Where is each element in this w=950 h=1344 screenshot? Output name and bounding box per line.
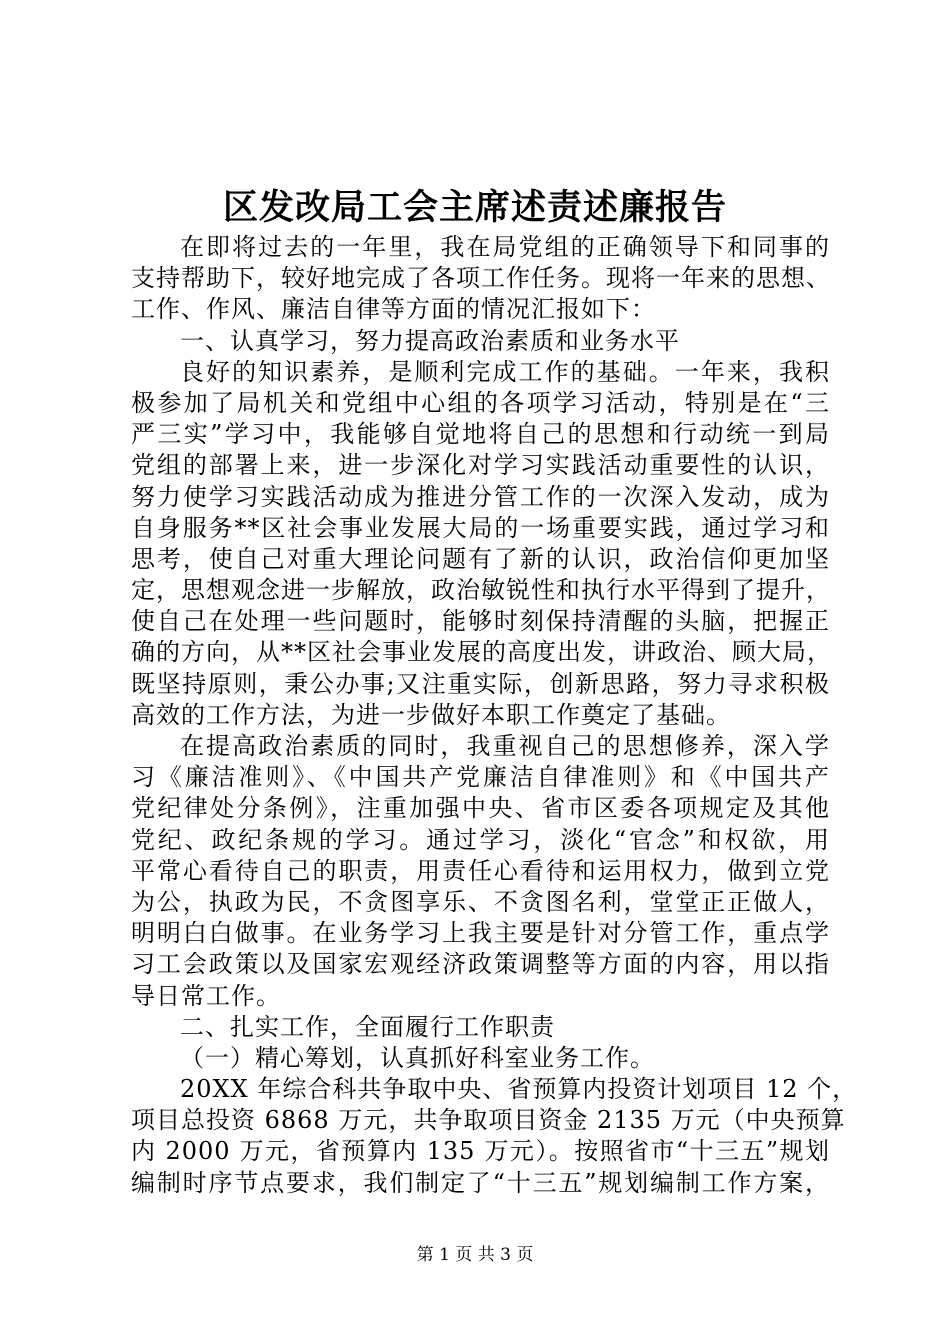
text-line: 支持帮助下，较好地完成了各项工作任务。现将一年来的思想、	[131, 264, 831, 293]
text-line: 定，思想观念进一步解放，政治敏锐性和执行水平得到了提升，	[131, 576, 831, 605]
document-title: 区发改局工会主席述责述廉报告	[222, 187, 727, 228]
text-line: 明明白白做事。在业务学习上我主要是针对分管工作，重点学	[131, 919, 830, 948]
page-footer: 第 1 页 共 3 页	[416, 1245, 534, 1265]
text-line: （一）精心筹划，认真抓好科室业务工作。	[180, 1043, 655, 1072]
document-body	[131, 232, 858, 1199]
text-line: 确的方向，从**区社会事业发展的高度出发，讲政治、顾大局，	[131, 638, 832, 667]
text-line: 工作、作风、廉洁自律等方面的情况汇报如下：	[131, 295, 656, 324]
text-line: 为公，执政为民，不贪图享乐、不贪图名利，堂堂正正做人，	[131, 887, 830, 916]
text-line: 良好的知识素养，是顺利完成工作的基础。一年来，我积	[180, 357, 830, 386]
text-line: 思考，使自己对重大理论问题有了新的认识，政治信仰更加坚	[131, 544, 830, 573]
text-line: 极参加了局机关和党组中心组的各项学习活动，特别是在“三	[131, 388, 830, 417]
text-line: 二、扎实工作，全面履行工作职责	[180, 1012, 555, 1041]
text-line: 在提高政治素质的同时，我重视自己的思想修养，深入学	[180, 732, 830, 760]
text-line: 习工会政策以及国家宏观经济政策调整等方面的内容，用以指	[131, 950, 830, 979]
text-line: 20XX 年综合科共争取中央、省预算内投资计划项目 12 个，	[180, 1075, 858, 1104]
text-line: 一、认真学习，努力提高政治素质和业务水平	[180, 326, 680, 355]
text-line: 党纪律处分条例》，注重加强中央、省市区委各项规定及其他	[131, 794, 830, 823]
text-line: 习《廉洁准则》、《中国共产党廉洁自律准则》和《中国共产	[131, 763, 830, 792]
text-line: 高效的工作方法，为进一步做好本职工作奠定了基础。	[131, 700, 731, 729]
text-line: 使自己在处理一些问题时，能够时刻保持清醒的头脑，把握正	[131, 607, 830, 636]
text-line: 既坚持原则，秉公办事;又注重实际，创新思路，努力寻求积极	[131, 669, 830, 698]
text-line: 项目总投资 6868 万元，共争取项目资金 2135 万元（中央预算	[131, 1106, 846, 1135]
text-line: 在即将过去的一年里，我在局党组的正确领导下和同事的	[180, 233, 830, 261]
text-line: 党组的部署上来，进一步深化对学习实践活动重要性的认识，	[131, 451, 830, 480]
text-line: 内 2000 万元，省预算内 135 万元）。按照省市“十三五”规划	[131, 1137, 830, 1166]
text-line: 编制时序节点要求，我们制定了“十三五”规划编制工作方案，	[131, 1168, 830, 1197]
text-line: 严三实”学习中，我能够自觉地将自己的思想和行动统一到局	[131, 420, 830, 449]
text-line: 努力使学习实践活动成为推进分管工作的一次深入发动，成为	[131, 482, 830, 511]
text-line: 导日常工作。	[131, 981, 281, 1010]
text-line: 平常心看待自己的职责，用责任心看待和运用权力，做到立党	[131, 856, 830, 885]
text-line: 党纪、政纪条规的学习。通过学习，淡化“官念”和权欲，用	[131, 825, 830, 854]
text-line: 自身服务**区社会事业发展大局的一场重要实践，通过学习和	[131, 513, 830, 542]
